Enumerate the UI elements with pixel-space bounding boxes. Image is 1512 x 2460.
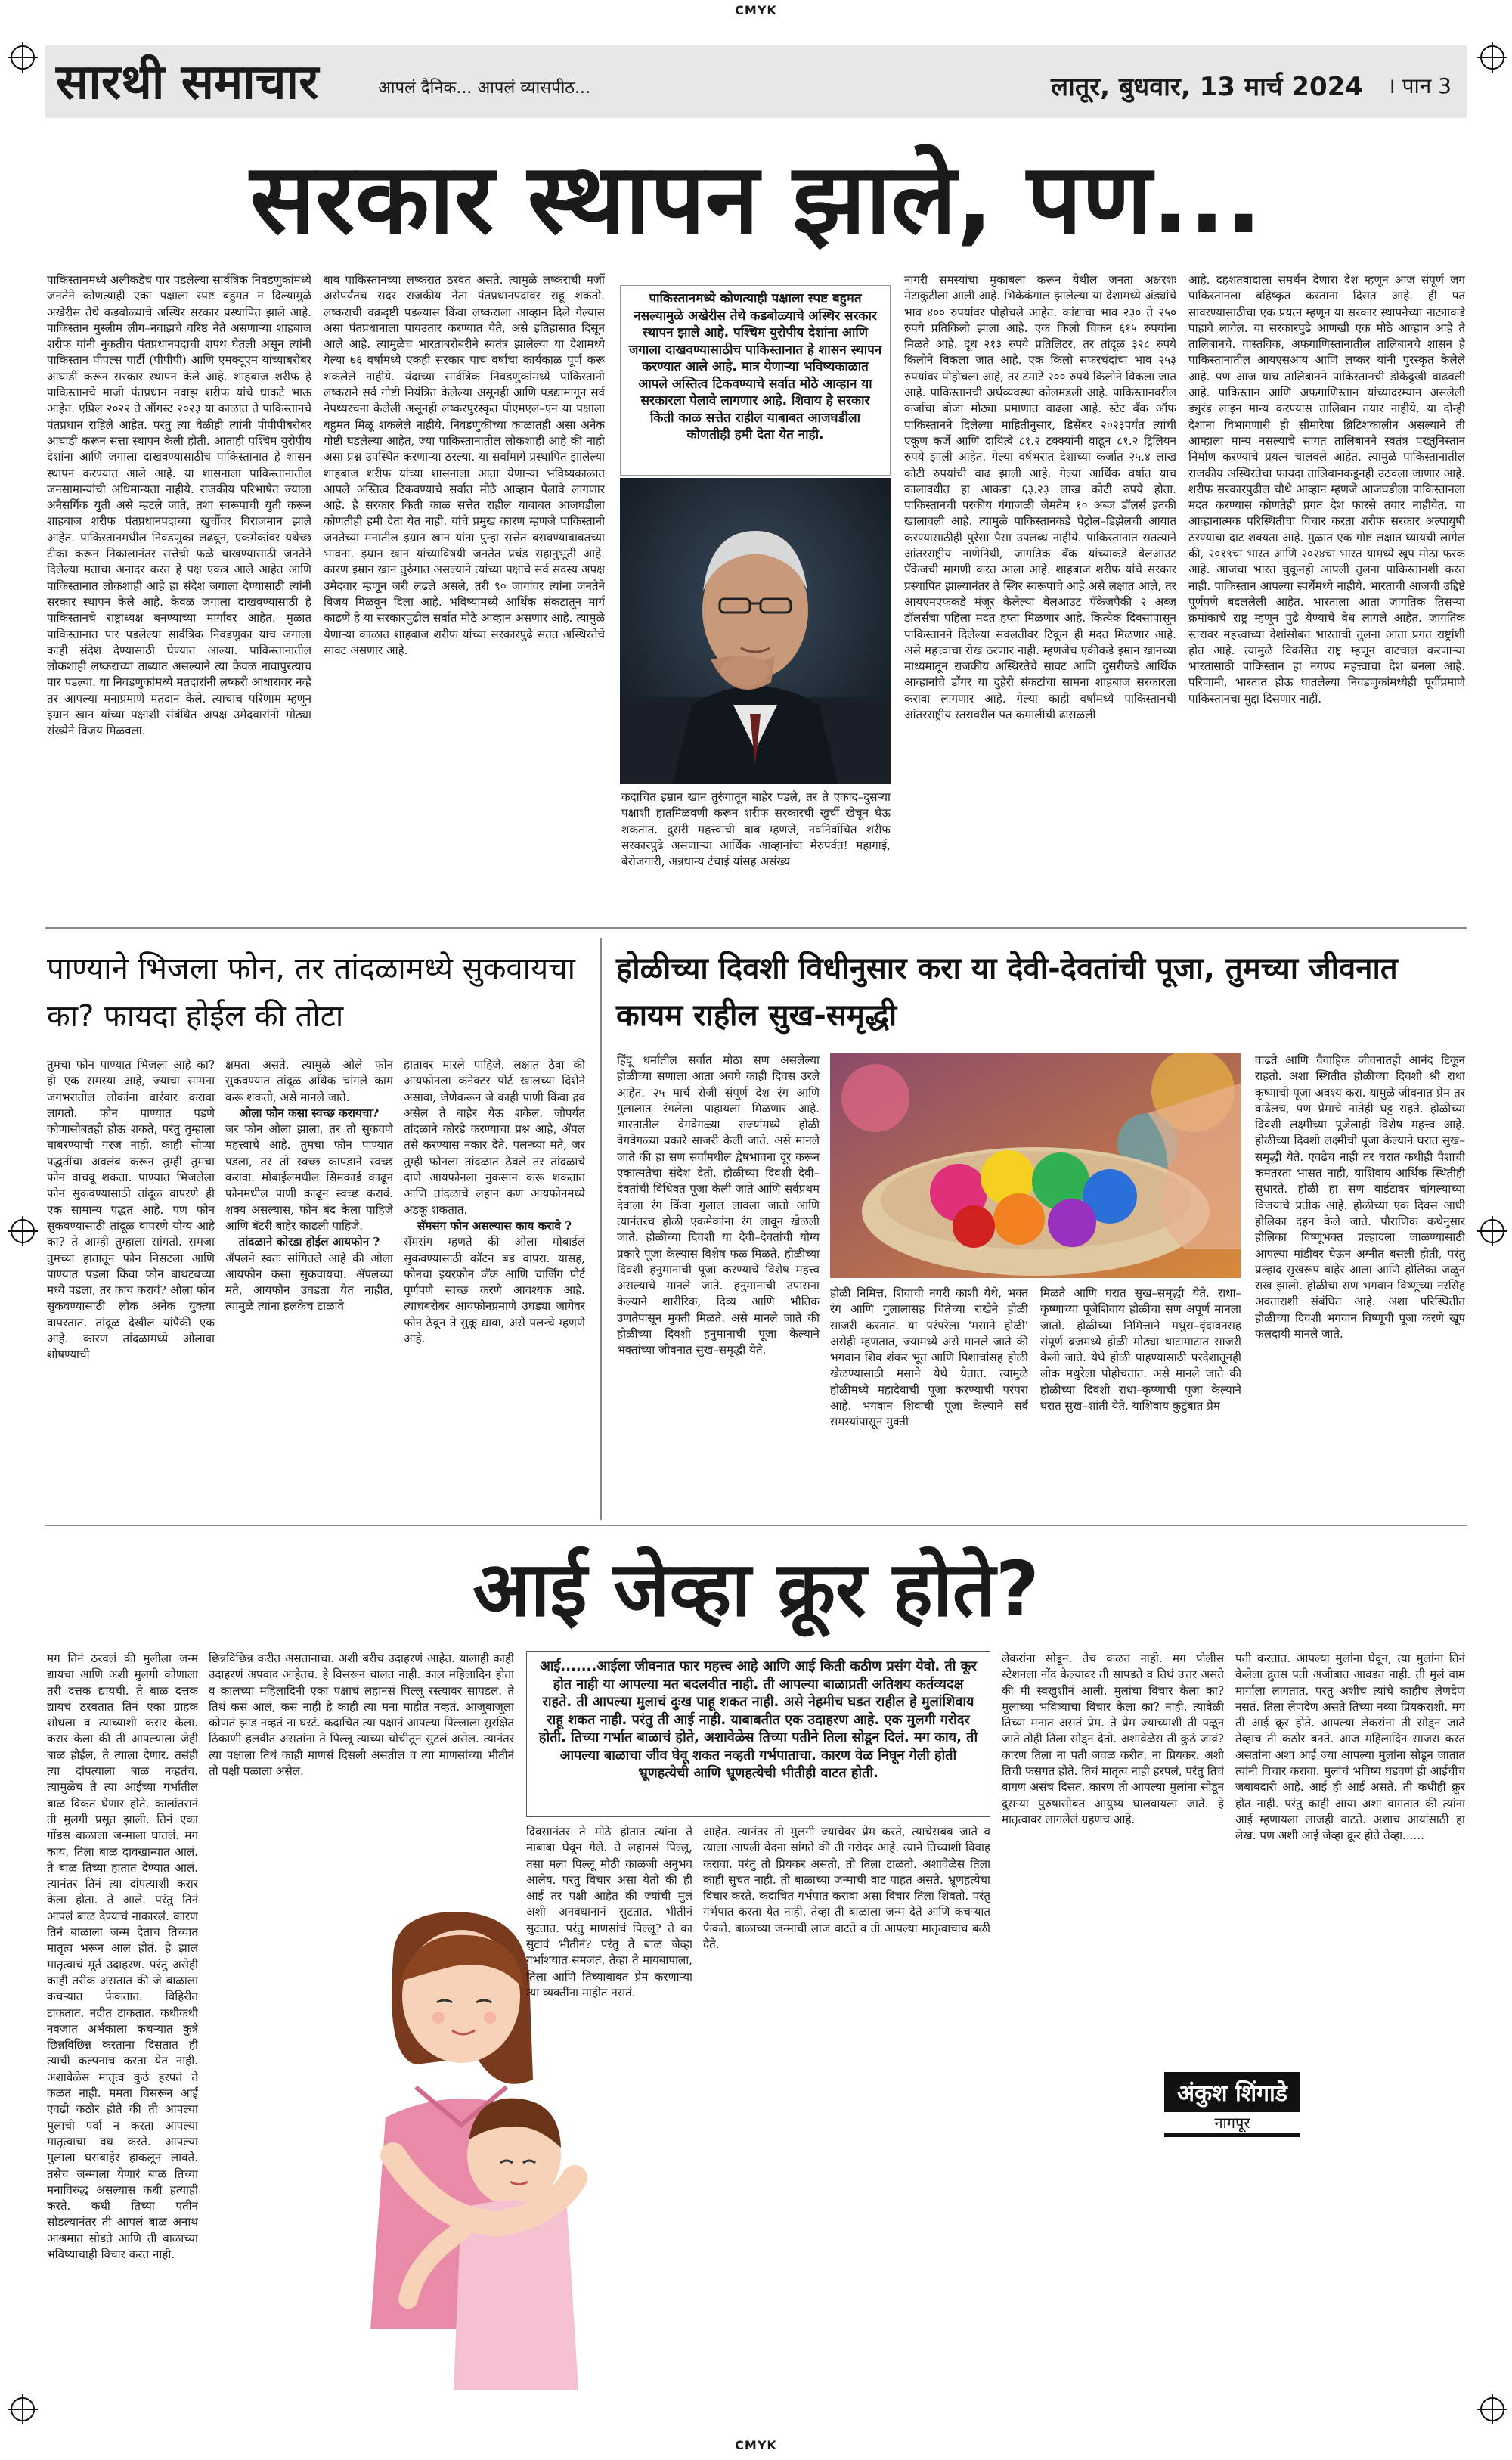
article2-column-3-text: हातावर मारले पाहिजे. लक्षात ठेवा की आयफोनला कनेक्टर पोर्ट खालच्या दिशेने असावा, जेणेकरून जे काही पाणी किंवा द्रव असेल ते बाहेर येऊ शकेल. जोपर्यंत तांदळाने कोरडे करण्याचा प्रश्न आहे, ॲपल तसे करण्यास नकार देते. पलन्च्या मते, जर तुम्ही फोनला तांदळात ठेवले तर तांदळाचे दाणे आयफोनला नुकसान करू शकतात आणि तांदळाचे लहान कण आयफोनमध्ये अडकू शकतात. — [404, 1058, 585, 1217]
holi-colors-image — [830, 1053, 1241, 1278]
print-color-bar-bottom — [735, 2438, 777, 2452]
article1-column-1: पाकिस्तानमध्ये अलीकडेच पार पडलेल्या सार्वत्रिक निवडणुकांमध्ये जनतेने कोणत्याही एका पक्षाला स्पष्ट बहुमत न दिल्यामुळे अखेरीस तेथे कडबोळ्याचे अस्थिर सरकार प्रस्थापित झाले आहे. पाकिस्तान मुस्लीम लीग–नवाझचे वरिष्ठ नेते असणाऱ्या शाहबाज शरीफ यांनी नुकतीच पंतप्रधानपदाची शपथ घेतली असून त्यांनी पाकिस्तान पीपल्स पार्टी (पीपीपी) आणि एमक्यूएम यांच्याबरोबर आघाडी करून सरकार स्थापन केले आहे. शाहबाज शरीफ हे पाकिस्तानचे माजी पंतप्रधान नवाझ शरीफ यांचे धाकटे भाऊ आहेत. एप्रिल २०२२ ते ऑगस्ट २०२३ या काळात ते पाकिस्तानचे पंतप्रधान राहिले आहेत. परंतु त्या वेळीही त्यांनी पीपीपीबरोबर आघाडी करून सत्ता स्थापन केली होती. आताही पश्चिम युरोपीय देशांना आणि जगाला दाखवण्यासाठीच पाकिस्तानात हे शासन स्थापन करण्यात आले आहे. या शासनाला पाकिस्तानातील जनसामान्यांची अधिमान्यता नाहीये. राजकीय परिभाषेत ज्याला अनैसर्गिक युती असे म्हटले जाते, तशा स्वरूपाची युती करून शाहबाज शरीफ पंतप्रधानपदाच्या खुर्चीवर विराजमान झाले आहेत. पाकिस्तानमधील निवडणुका लढवून, एकमेकांवर यथेच्छ टीका करून निकालानंतर सत्तेची फळे चाखण्यासाठी जनतेने दिलेल्या मताचा अनादर करत हे पक्ष एकत्र आले आहेत आणि पाकिस्तानात लोकशाही आहे हा संदेश जगाला देण्यासाठी त्यांनी सरकार स्थापन केले आहे. केवळ जगाला दाखवण्यासाठी हे पाकिस्तानचे राष्ट्राध्यक्ष बनण्याच्या मार्गावर आहेत. मुळात पाकिस्तानात पार पडलेल्या सार्वत्रिक निवडणुका याच जगाला काही संदेश देण्यासाठी घेण्यात आल्या. पाकिस्तानातील लोकशाही लष्कराच्या ताब्यात असल्याने त्या केवळ नावापुरत्याच पार पडल्या. या निवडणुकांमध्ये मतदारांनी लष्करी आधारावर नव्हे तर आपल्या मनाप्रमाणे मतदान केले. त्याचाच परिणाम म्हणून इम्रान खान यांच्या पक्षाशी संबंधित अपक्ष उमेदवारांनी मोठ्या संख्येने विजय मिळवला. — [47, 273, 311, 738]
article2-column-3 — [404, 1057, 585, 1511]
section-divider — [45, 927, 1467, 929]
registration-mark-top-left — [11, 45, 35, 70]
edition-date: लातूर, बुधवार, 13 मार्च 2024 — [1051, 72, 1363, 102]
author-city: नागपूर — [1164, 2112, 1300, 2133]
article3-headline: होळीच्या दिवशी विधीनुसार करा या देवी-देवतांची पूजा, तुमच्या जीवनात कायम राहील सुख-समृद्धी — [616, 951, 1398, 1033]
article2-column-2-text-b: जर फोन ओला झाला, तर तो सुकवणे महत्त्वाचे आहे. तुमचा फोन पाण्यात पडला, तर तो स्वच्छ कापडाने स्वच्छ करावा. मोबाईलमधील सिमकार्ड काढून फोनमधील पाणी काढून स्वच्छ करावं. शक्य असल्यास, फोन बंद केला पाहिजे आणि बॅटरी बाहेर काढली पाहिजे. — [225, 1122, 393, 1233]
article3-column-1: हिंदू धर्मातील सर्वात मोठा सण असलेल्या होळीच्या सणाला आता अवघे काही दिवस उरले आहेत. २५ मार्च रोजी संपूर्ण देश रंग आणि गुलालात रंगलेला पाहायला मिळणार आहे. भारतातील वेगवेगळ्या राज्यांमध्ये होळी वेगवेगळ्या प्रकारे साजरी केली जाते. असे मानले जाते की हा सण सर्वांमधील द्वेषभावना दूर करून एकात्मतेचा संदेश देतो. होळीच्या दिवशी देवी–देवतांची विधिवत पूजा केली जाते आणि सर्वप्रथम देवाला रंग किंवा गुलाल लावला जातो आणि त्यानंतरच होळी एकमेकांना रंग लावून खेळली जाते. होळीच्या दिवशी या देवी–देवतांची योग्य प्रकारे पूजा केल्यास विशेष फळ मिळते. होळीच्या दिवशी हनुमानाची पूजा करण्याचे विशेष महत्त्व असल्याचे मानले जाते. हनुमानाची उपासना केल्याने शारीरिक, दिव्य आणि भौतिक उणतेपासून मुक्ती मिळते. असे मानले जाते की होळीच्या दिवशी हनुमानाची पूजा केल्याने भक्तांच्या जीवनात सुख–समृद्धी येते. — [617, 1053, 820, 1357]
article2-column-2-text-c: ॲपलने स्वतः सांगितले आहे की ओला आयफोन कसा सुकवायचा. ॲपलच्या मते, आयफोन उघडता येत नाहीत, त्यामुळे त्यांना हलकेच टाळावे — [225, 1251, 393, 1314]
article4-column-4: आहेत. त्यानंतर ती मुलगी ज्याचेवर प्रेम करते, त्याचेसबब जाते व त्याला आपली वेदना सांगते की ती गरोदर आहे. त्याने तिच्याशी विवाह करावा. परंतु तो प्रियकर असतो, तो तिला टाळतो. अशावेळेस तिला काही सुचत नाही. ती बाळाच्या जन्माची वाट पाहत असते. भ्रूणहत्येचा विचार करते. कदाचित गर्भपात करावा असा विचार तिला शिवतो. परंतु गर्भपात करता येत नाही. तेव्हा ती बाळाला जन्म देते आणि कचऱ्यात फेकते. बाळाच्या जन्माची लाज वाटते व ती आपल्या मातृत्वाचाच बळी देते. — [703, 1825, 990, 1952]
section-divider-2 — [45, 1525, 1467, 1526]
article3-column-3: मिळते आणि घरात सुख–समृद्धी येते. राधा–कृष्णाच्या पूजेशिवाय होळीचा सण अपूर्ण मानला जातो. होळीच्या निमित्ताने मथुरा–वृंदावनसह संपूर्ण ब्रजमध्ये होळी मोठ्या थाटामाटात साजरी केली जाते. येथे होळी पाहण्यासाठी परदेशातूनही लोक मथुरेला पोहोचतात. असे मानले जाते की होळीच्या दिवशी राधा–कृष्णाची पूजा केल्याने घरात सुख–शांती येते. याशिवाय कुटुंबात प्रेम — [1040, 1286, 1241, 1413]
registration-mark-mid-right — [1480, 1219, 1504, 1243]
article2-column-2 — [225, 1057, 393, 1511]
registration-mark-mid-left — [11, 1219, 35, 1243]
article4-column-5: लेकरांना सोडून. तेच कळत नाही. मग पोलीस स्टेशनला नोंद केल्यावर ती सापडते व तिथं उत्तर असते की मी स्वखुशीनं आली. मुलांचा विचार केला का? मुलांच्या भविष्याचा विचार केला का? नाही. त्यावेळी तिच्या मनात असतं प्रेम. ते प्रेम ज्याच्याशी ती पळून जाते तोही तिला सोडून देतो. अशावेळेस ती कुठं जावं? कारण तिला ना पती जवळ करीत, ना प्रियकर. अशी तिची फसगत होते. तिचं मातृत्व नाही हरपलं, परंतु तिचं वागणं असंच दिसतं. कारण ती आपल्या मुलांना सोडून दुसऱ्या पुरुषासोबत आयुष्य घालवायला जाते. हे मातृत्वावर लागलेलं ग्रहणच आहे. — [1002, 1652, 1224, 1826]
article1-pullquote: पाकिस्तानमध्ये कोणत्याही पक्षाला स्पष्ट बहुमत नसल्यामुळे अखेरीस तेथे कडबोळ्याचे अस्थिर सरकार स्थापन झाले आहे. पश्चिम युरोपीय देशांना आणि जगाला दाखवण्यासाठीच पाकिस्तानात हे शासन स्थापन करण्यात आले आहे. मात्र येणाऱ्या भविष्यकाळात आपले अस्तित्व टिकवण्याचे सर्वात मोठे आव्हान या सरकारला पेलावे लागणार आहे. शिवाय हे सरकार किती काळ सत्तेत राहील याबाबत आजघडीला कोणतीही हमी देता येत नाही. — [620, 285, 891, 476]
article4-column-6: पती करतात. आपल्या मुलांना घेवून, त्या मुलांना तिनं केलेला द्रुतस पती अजीबात आवडत नाही. ती मुलं वाम मार्गाला लागतात. परंतु अशीच त्यांचे काहीच लेणदेण नसतं. तिला लेणदेण असते तिच्या नव्या प्रियकराशी. मग ती आई क्रूर होते. आपल्या लेकरांना ती सोडून जाते तेव्हाच ती कठोर बनते. आज महिलादिन साजरा करत असतांना अशा आई ज्या आपल्या मुलांना सोडून जातात त्यांनी विचार करावा. मुलांचं भविष्य घडवणं ही आईचीच जबाबदारी आहे. आई ही आई असते. ती कधीही क्रूर होत नाही. परंतु काही आया अशा वागतात की त्यांना आई म्हणायला लाजही वाटते. अशाच आयांसाठी हा लेख. पण अशी आई जेव्हा क्रूर होते तेव्हा...... — [1235, 1652, 1465, 1843]
masthead — [45, 45, 1467, 118]
print-mark-text-bottom: CMYK — [735, 2438, 777, 2452]
newspaper-tagline: आपलं दैनिक... आपलं व्यासपीठ... — [378, 79, 591, 98]
registration-mark-bottom-right — [1480, 2397, 1504, 2421]
article4-headline: आई जेव्हा क्रूर होते? — [472, 1545, 1040, 1633]
article2-column-3-text-b: सॅमसंग म्हणते की ओला मोबाईल सुकवण्यासाठी कॉटन बड वापरा. यासह, फोनचा इयरफोन जॅक आणि चार्जिंग पोर्ट पूर्णपणे स्वच्छ करणे आवश्यक आहे. त्याचबरोबर आयफोनप्रमाणे उघड्या जागेवर फोन ठेवून ते सुकू द्यावा, असे पलन्चे म्हणणे आहे. — [404, 1235, 585, 1346]
registration-mark-top-right — [1480, 45, 1504, 70]
article1-column-5: आहे. दहशतवादाला समर्थन देणारा देश म्हणून आज संपूर्ण जग पाकिस्तानला बहिष्कृत करताना दिसत आहे. ही पत सावरण्यासाठीचा एक प्रयत्न म्हणून या सरकार स्थापनेच्या नाट्याकडे पाहावे लागेल. या सरकारपुढे आणखी एक मोठे आव्हान आहे ते तालिबानचे. वास्तविक, अफगाणिस्तानातील तालिबानचे शासन हे पाकिस्तानातील आयएसआय आणि लष्कर यांनी पुरस्कृत केलेले आहे. पण आज याच तालिबानने पाकिस्तानची डोकेदुखी वाढवली आहे. पाकिस्तान आणि अफगाणिस्तान यांच्यादरम्यान असलेली ड्युरंड लाइन मान्य करण्यास तालिबान तयार नाहीये. या दोन्ही देशांना विभागणारी ही सीमारेषा ब्रिटिशकालीन असल्याने ती आम्हाला मान्य नसल्याचे सांगत तालिबानने स्वतंत्र पख्तुनिस्तान निर्माण करण्याचे प्रयत्न चालवले आहेत. त्यामुळे पाकिस्तानातील राजकीय अस्थिरतेचा फायदा तालिबानकडूनही उठवला जाणार आहे. शरीफ सरकारपुढील चौथे आव्हान म्हणजे आजघडीला पाकिस्तानला मदत करण्यास कोणतेही प्रगत देश फारसे तयार नाहीयेत. या आव्हानात्मक परिस्थितीचा विचार करता शरीफ सरकार अल्पायुषी ठरण्याचा दाट शक्यता आहे. मुळात एक गोष्ट लक्षात घ्यायची लागेल की, २०१९चा भारत आणि २०२४चा भारत यामध्ये खूप मोठा फरक आहे. आजचा भारत चुकूनही आपली तुलना पाकिस्तानशी करत नाही. पाकिस्तान आपल्या स्पर्धेमध्ये नाहीये. भारताची आजची उद्दिष्टे पूर्णपणे बदललेली आहेत. भारताला आता जागतिक तिसऱ्या क्रमांकाचे राष्ट्र म्हणून पुढे येण्याचे वेध लागले आहेत. जागतिक स्तरावर महत्त्वाच्या देशांसोबत भारताची तुलना आता प्रगत राष्ट्रांशी होत आहे. त्यामुळे विकसित राष्ट्र म्हणून वाटचाल करणाऱ्या भारतासाठी पाकिस्तान हा नगण्य महत्त्वाचा देश बनला आहे. परिणामी, भारतात होऊ घातलेल्या निवडणुकांमध्येही पूर्वीप्रमाणे पाकिस्तानचा मुद्दा दिसणार नाही. — [1188, 273, 1465, 706]
article2-headline: पाण्याने भिजला फोन, तर तांदळामध्ये सुकवायचा का? फायदा होईल की तोटा — [47, 951, 575, 1034]
column-divider — [600, 938, 602, 1520]
article1-column-4: नागरी समस्यांचा मुकाबला करून येथील जनता अक्षरशः मेटाकुटीला आली आहे. भिकेकंगाल झालेल्या या देशामध्ये अंड्यांचे भाव ४०० रुपयांवर पोहोचले आहेत. कांद्याचा भाव २३० ते २५० रुपये प्रतिकिलो झाला आहे. एक किलो चिकन ६१५ रुपयांना मिळते आहे. दूध २१३ रुपये प्रतिलिटर, तर तांदूळ ३२८ रुपये किलोने विकला जात आहे. एक किलो सफरचंदांचा भाव २५३ रुपयांवर पोहोचला आहे, तर टमाटे २०० रुपये किलोने विकला जात आहे. पाकिस्तानची अर्थव्यवस्था कोलमडली आहे. पाकिस्तानवरील कर्जाचा बोजा मोठ्या प्रमाणात वाढला आहे. स्टेट बँक ऑफ पाकिस्तानने दिलेल्या माहितीनुसार, डिसेंबर २०२३पर्यंत त्यांची एकूण कर्जे आणि दायित्वे ८१.२ टक्क्यांनी वाढून ८१.२ ट्रिलियन रुपये झाली आहेत. गेल्या वर्षभरात देशाच्या कर्जात २५.४ लाख कोटी रुपयांची वाढ झाली आहे. गेल्या आर्थिक वर्षात याच कालावधीत हा आकडा ६३.२३ लाख कोटी रुपये होता. पाकिस्तानची परकीय गंगाजळी जेमतेम १० अब्ज डॉलर्स इतकी खालावली आहे. त्यामुळे पाकिस्तानकडे पेट्रोल–डिझेलची आयात करण्यासाठीही पुरेसा पैसा उपलब्ध नाहीये. पाकिस्तानात सतत्याने आंतरराष्ट्रीय नाणेनिधी, जागतिक बँक यांच्याकडे बेलआउट पॅकेजची मागणी करत आला आहे. शाहबाज शरीफ यांचे सरकार प्रस्थापित झाल्यानंतर ते स्थिर स्वरूपाचे आहे असे लक्षात आले, तर आयएमएफकडे मंजूर केलेल्या बेलआउट पॅकेजपैकी २ अब्ज डॉलर्सचा पहिला मदत हप्ता मिळणार आहे. कित्येक दिवसांपासून पाकिस्तानने दिलेल्या सवलतीवर टिकून ही मदत मिळणार आहे. असे महत्त्वाचा रोख ठरणार नाही. म्हणजेच एकीकडे इम्रान खानच्या माध्यमातून राजकीय अस्थिरतेचे सावट आणि दुसरीकडे आर्थिक आव्हानांचे डोंगर या दुहेरी संकटांचा सामना शाहबाज सरकारला करावा लागणार आहे. गेल्या काही वर्षांमध्ये पाकिस्तानची आंतरराष्ट्रीय स्तरावरील पत कमालीची ढासळली — [904, 273, 1176, 722]
article3-photo — [830, 1053, 1241, 1278]
article2-subheading-2: तांदळाने कोरडा होईल आयफोन ? — [238, 1235, 380, 1249]
article3-column-4: वाढते आणि वैवाहिक जीवनातही आनंद टिकून राहतो. अशा स्थितीत होळीच्या दिवशी श्री राधा कृष्णाची पूजा अवश्य करा. यामुळे जीवनात प्रेम तर वाढेलच, पण प्रेमाचे नातेही घट्ट राहते. होळीच्या दिवशी लक्ष्मीच्या पूजेलाही विशेष महत्त्व आहे. होळीच्या दिवशी लक्ष्मीची पूजा केल्याने घरात सुख–समृद्धी येते. एवढेच नाही तर घरात कधीही पैशाची कमतरता भासत नाही, याशिवाय आर्थिक स्थितीही सुधारते. होळी हा सण वाईटावर चांगल्याच्या विजयाचे प्रतीक आहे. होळीच्या एक दिवस आधी होलिका दहन केले जाते. पौराणिक कथेनुसार होलिका विष्णूभक्त प्रल्हादला जाळण्यासाठी आपल्या मांडीवर घेऊन अग्नीत बसली होती, परंतु प्रल्हाद सुखरूप बाहेर आला आणि होलिका जळून राख झाली. होळीचा सण भगवान विष्णूच्या नरसिंह अवताराशी संबंधित आहे. अशा परिस्थितीत होळीच्या दिवशी भगवान विष्णूची पूजा करणे खूप फलदायी मानले जाते. — [1255, 1053, 1465, 1342]
newspaper-name: सारथी समाचार — [56, 54, 319, 110]
article3-column-2: होळी निमित्त, शिवाची नगरी काशी येथे, भक्त रंग आणि गुलालासह चितेच्या राखेने होळी साजरी करतात. या परंपरेला 'मसाने होळी' असेही म्हणतात, ज्यामध्ये असे मानले जाते की भगवान शिव शंकर भूत आणि पिशाचांसह होळी खेळण्यासाठी मसाने येथे येतात. त्यामुळे होळीमध्ये महादेवाची पूजा करण्याची परंपरा आहे. भगवान शिवाची पूजा केल्याने सर्व समस्यांपासून मुक्ती — [830, 1286, 1028, 1429]
article2-subheading-3: सॅमसंग फोन असल्यास काय करावे ? — [417, 1218, 572, 1233]
registration-mark-bottom-left — [11, 2397, 35, 2421]
article2-column-1: तुमचा फोन पाण्यात भिजला आहे का? ही एक समस्या आहे, ज्याचा सामना जगभरातील लोकांना वारंवार करावा लागतो. फोन पाण्यात पडणे कोणासोबतही होऊ शकते, परंतु तुम्हाला घाबरण्याची गरज नाही. काही सोप्या पद्धतींचा अवलंब करून तुम्ही तुमचा फोन वाचवू शकता. पाण्यात भिजलेला फोन सुकवण्यासाठी तांदूळ वापरणे ही एक सामान्य पद्धत आहे. पण फोन सुकवण्यासाठी तांदूळ वापरणे योग्य आहे का? ते आम्ही तुम्हाला सांगतो. समजा तुमच्या हातातून फोन निसटला आणि पाण्यात पडला किंवा फोन बाथटबच्या मध्ये पडला, तर काय करावं? ओला फोन सुकवण्यासाठी लोक अनेक युक्त्या वापरतात. तांदूळ देखील यांपैकी एक आहे. कारण तांदळामध्ये ओलावा शोषण्याची — [47, 1058, 215, 1362]
politician-portrait-image — [620, 478, 891, 784]
author-name: अंकुश शिंगाडे — [1177, 2080, 1287, 2107]
article4-column-3: दिवसानंतर ते मोठे होतात त्यांना ते माबाबा घेवून गेले. ते लहानसं पिल्लू, तसा मला पिल्लू मोठी काळजी अनुभव आलेय. परंतु विचार असा येतो की ही आई तर पक्षी आहेत की ज्यांची मुलं अशी अनवधानानं सुटतात. भीतीनं सुटतात. परंतु माणसांचं पिल्लू? ते का सुटावं भीतीनं? परंतु ते बाळ जेव्हा गर्भाशयात समजतं, तेव्हा ते मायबापाला, तिला आणि तिच्याबाबत प्रेम करणाऱ्या त्या व्यक्तींना माहीत नसतं. — [526, 1825, 692, 1999]
article1-column-2: बाब पाकिस्तानच्या लष्करात ठरवत असते. त्यामुळे लष्कराची मर्जी असेपर्यंतच सदर राजकीय नेता पंतप्रधानपदावर राहू शकतो. लष्कराची वक्रदृष्टी पडल्यास किंवा लष्कराला आव्हान दिले गेल्यास असा पंतप्रधानाला पायउतार करण्यात येते, असे इतिहासात दिसून आले आहे. त्यामुळेच भारताबरोबरीने स्वतंत्र झालेल्या या देशामध्ये गेल्या ७६ वर्षांमध्ये एकही सरकार पाच वर्षांचा कार्यकाळ पूर्ण करू शकलेले नाहीये. यंदाच्या सार्वत्रिक निवडणुकांमध्ये पाकिस्तानी लष्कराने सर्व गोष्टी नियंत्रित केलेल्या असूनही आणि पडद्यामागून सर्व नेपथ्यरचना केलेली असूनही लष्करपुरस्कृत पीएमएल–एन या पक्षाला बहुमत मिळू शकलेले नाहीये. निवडणुकीच्या काळातही असा अनेक गोष्टी घडलेल्या आहेत, ज्या पाकिस्तानातील लोकशाही आहे की नाही असा प्रश्न उपस्थित करणाऱ्या ठरल्या. या सर्वांमागे प्रस्थापित झालेल्या शाहबाज शरीफ यांच्या शासनाला आता येणाऱ्या भविष्यकाळात आपले अस्तित्व टिकवण्याचे सर्वात मोठे आव्हान पेलावे लागणार आहे. हे सरकार किती काळ सत्तेत राहील याबाबत आजघडीला कोणतीही हमी देता येत नाही. यांचे प्रमुख कारण म्हणजे पाकिस्तानी जनतेच्या मनातील इम्रान खान यांना पुन्हा सत्तेत बसवण्याबाबतच्या भावना. इम्रान खान यांच्याविषयी जनतेत प्रचंड सहानुभूती आहे. कारण इम्रान खान तुरुंगात असल्याने त्यांच्या पक्षाचे सर्व सदस्य अपक्ष उमेदवार म्हणून जरी लढले असले, तरी ९० जागांवर त्यांना जनतेने विजय मिळवून दिला आहे. भविष्यामध्ये आर्थिक संकटातून मार्ग काढणे हे या सरकारपुढील सर्वात मोठे आव्हान असणार आहे. त्यामुळे येणाऱ्या काळात शाहबाज शरीफ यांच्या सरकारपुढे सतत अस्थिरतेचे सावट असणार आहे. — [324, 273, 605, 657]
article2-column-2-text: क्षमता असते. त्यामुळे ओले फोन सुकवण्यात तांदूळ अधिक चांगले काम करू शकतो, असे मानले जाते. — [225, 1058, 393, 1104]
article1-photo — [620, 478, 891, 784]
print-mark-text: CMYK — [735, 3, 777, 17]
article1-photo-caption: कदाचित इम्रान खान तुरुंगातून बाहेर पडले, तर ते एकाद–दुसऱ्या पक्षाशी हातमिळवणी करून शरीफ सरकारची खुर्ची खेचून घेऊ शकतात. दुसरी महत्त्वाची बाब म्हणजे, नवनिर्वाचित शरीफ सरकारपुढे असणाऱ्या आर्थिक आव्हानांचा मेरुपर्वत! महागाई, बेरोजगारी, अन्नधान्य टंचाई यांसह असंख्य — [621, 790, 891, 869]
article4-pullquote: आई.......आईला जीवनात फार महत्त्व आहे आणि आई किती कठीण प्रसंग येवो. ती कूर होत नाही या आपल्या मत बदलवीत नाही. ती आपल्या बाळाप्रती अतिशय कर्तव्यदक्ष राहते. ती आपल्या मुलाचं दुःख पाहू शकत नाही. असे नेहमीच घडत राहील हे मुलांशिवाय राहू शकत नाही. परंतु ती आई नाही. याबाबतीत एक उदाहरण आहे. एक मुलगी गरोदर होती. तिच्या गर्भात बाळाचं होते, अशावेळेस तिच्या पतीने तिला सोडून दिलं. मग काय, ती आपल्या बाळाचा जीव घेवू शकत नव्हती गर्भपाताचा. कारण वेळ निघून गेली होती भ्रूणहत्येची आणि भ्रूणहत्येची भीतीही वाटत होती. — [526, 1651, 990, 1817]
article4-column-1: मग तिनं ठरवलं की मुलीला जन्म द्यायचा आणि अशी मुलगी कोणाला तरी दत्तक द्यायची. ते बाळ दत्तक द्यायचं ठरवतात तिनं एका ग्राहक शोधला व त्याच्याशी करार केला. करार केला की ती आपल्याला जेही बाळ होईल, ते त्याला देणार. तसंही त्या दांपत्याला बाळ नव्हतंच. त्यामुळेच ते त्या आईच्या गर्भातील बाळ विकत घेणार होते. कालांतरानं ती मुलगी प्रसूत झाली. तिनं एका गोंडस बाळाला जन्माला घातलं. मग काय, तिला बाळ दावखान्यात आलं. ते बाळ तिच्या हातात देण्यात आलं. त्यानंतर तिनं त्या दांपत्याशी करार केला होता. ते आले. परंतु तिनं आपलं बाळ देण्याचं नाकारलं. कारण तिनं बाळाला जन्म देताच तिच्यात मातृत्व भरून आलं होतं. हे झालं मातृत्वाचं मूर्त उदाहरण. परंतु असेही काही तरीक असतात की जे बाळाला कचऱ्यात फेकतात. विहिरीत टाकतात. नदीत टाकतात. कधीकधी नवजात अर्भकाला कचऱ्यात कुत्रे छिन्नविछिन्न करताना दिसतात ही त्याची कल्पनाच करता येत नाही. अशावेळेस मातृत्व कुठं हरपतं ते कळत नाही. ममता विसरून आई एवढी कठोर होते की ती आपल्या मुलाची पर्वा न करता आपल्या मातृत्वाचा वध करते. आपल्या मुलाला घराबाहेर हाकलून लावते. तसेच जन्माला येणारं बाळ तिच्या मनाविरुद्ध असल्यास कधी हत्याही करते. कधी तिच्या पतीनं सोडल्यानंतर ती आपलं बाळ अनाथ आश्रमात सोडते आणि ती बाळाच्या भविष्याचाही विचार करत नाही. — [47, 1652, 198, 2261]
page-number: । पान 3 — [1387, 73, 1452, 98]
article2-subheading-1: ओला फोन कसा स्वच्छ करायचा? — [239, 1106, 380, 1120]
print-color-bar-top — [735, 3, 777, 17]
article1-headline: सरकार स्थापन झाले, पण... — [249, 143, 1263, 256]
article4-column-2: छिन्नविछिन्न करीत असतानाचा. अशी बरीच उदाहरणं आहेत. यालाही काही उदाहरणं अपवाद आहेतच. हे विसरून चालत नाही. काल महिलादिन होता व कालच्या महिलादिनी एका पक्षाचं लहानसं पिल्लू रस्त्यावर सापडलं. ते तिथं कसं आलं, कसं नाही हे काही त्या मना माहीत नव्हतं. आजूबाजूला कोणतं झाड नव्हतं ना घरटं. कदाचित त्या पक्षानं आपल्या पिल्लाला सुरक्षित ठिकाणी हलवीत असतांना ते पिल्लू त्याच्या चोचीतून सुटलं असेल. त्यानंतर त्या पक्षाला तिथं काही माणसं दिसली असतील व त्या माणसांच्या भीतीनं तो पक्षी पळाला असेल. — [209, 1652, 514, 1779]
